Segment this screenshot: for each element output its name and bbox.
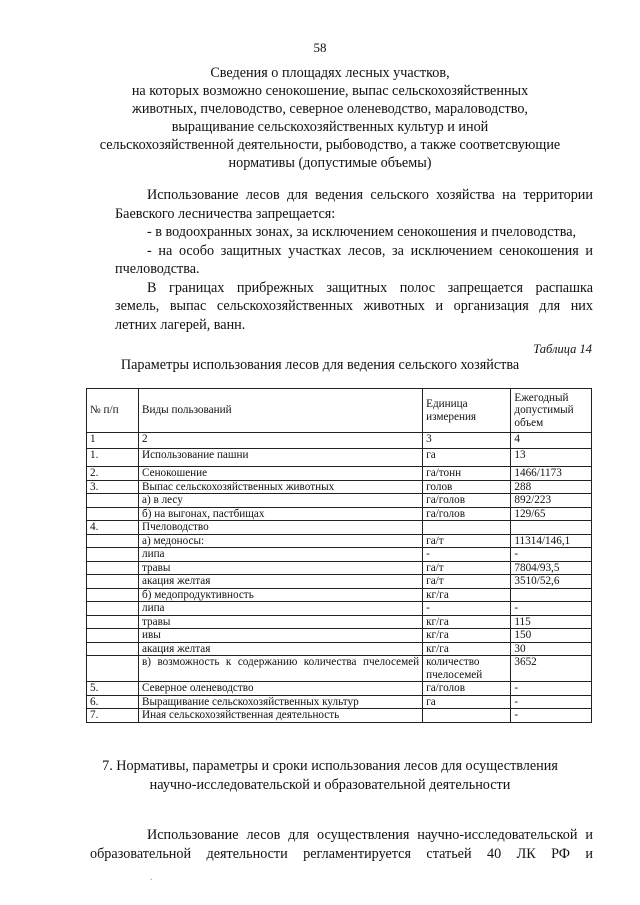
section-title-line: научно-исследовательской и образовательной деятельности <box>149 777 511 793</box>
cell-volume: 129/65 <box>511 507 592 521</box>
header-cell-unit: Единица измерения <box>423 389 511 433</box>
cell-unit: - <box>423 548 511 562</box>
header-cell-type: Виды пользований <box>139 389 423 433</box>
cell-number: 1 <box>87 433 139 449</box>
heading-line: животных, пчеловодство, северное оленеводство, мараловодство, <box>132 101 528 117</box>
cell-number <box>87 642 139 656</box>
cell-unit: 3 <box>423 433 511 449</box>
cell-unit: голов <box>423 480 511 494</box>
cell-number <box>87 507 139 521</box>
table-row <box>87 588 592 602</box>
table-row <box>87 480 592 494</box>
cell-volume: 288 <box>511 480 592 494</box>
cell-unit: га/т <box>423 561 511 575</box>
cell-unit <box>423 709 511 723</box>
table-row <box>87 602 592 616</box>
cell-type: б) на выгонах, пастбищах <box>139 507 423 521</box>
cell-volume: 3510/52,6 <box>511 575 592 589</box>
section-7-title <box>60 757 600 795</box>
intro-line: В границах прибрежных защитных полос запрещается распашка <box>147 279 593 296</box>
table-row <box>87 467 592 481</box>
cell-volume: - <box>511 709 592 723</box>
cell-type: ивы <box>139 629 423 643</box>
scan-mark: . <box>150 872 153 883</box>
cell-type: акация желтая <box>139 575 423 589</box>
cell-volume: - <box>511 682 592 696</box>
heading-line: Сведения о площадях лесных участков, <box>210 65 450 81</box>
cell-unit: - <box>423 602 511 616</box>
intro-line: летних лагерей, ванн. <box>115 316 246 333</box>
header-cell-number: № п/п <box>87 389 139 433</box>
cell-number: 3. <box>87 480 139 494</box>
cell-type: Иная сельскохозяйственная деятельность <box>139 709 423 723</box>
cell-number <box>87 602 139 616</box>
cell-number: 7. <box>87 709 139 723</box>
cell-type: а) в лесу <box>139 494 423 508</box>
table-row <box>87 561 592 575</box>
cell-volume: 892/223 <box>511 494 592 508</box>
cell-volume: 3652 <box>511 656 592 682</box>
cell-number <box>87 575 139 589</box>
heading-line: на которых возможно сенокошение, выпас сельскохозяйственных <box>131 83 529 99</box>
cell-volume: - <box>511 695 592 709</box>
table-row <box>87 507 592 521</box>
cell-type: Использование пашни <box>139 449 423 467</box>
cell-number: 1. <box>87 449 139 467</box>
cell-type: акация желтая <box>139 642 423 656</box>
table-label: Таблица 14 <box>533 342 592 356</box>
cell-unit: га/т <box>423 534 511 548</box>
page-number: 58 <box>313 40 327 55</box>
cell-number <box>87 534 139 548</box>
cell-unit: кг/га <box>423 615 511 629</box>
cell-volume: 150 <box>511 629 592 643</box>
cell-type: Выращивание сельскохозяйственных культур <box>139 695 423 709</box>
cell-type: липа <box>139 548 423 562</box>
cell-volume: 1466/1173 <box>511 467 592 481</box>
table-row <box>87 695 592 709</box>
cell-number <box>87 615 139 629</box>
cell-type: Пчеловодство <box>139 521 423 535</box>
cell-type: травы <box>139 615 423 629</box>
cell-unit: га/голов <box>423 494 511 508</box>
table-row <box>87 682 592 696</box>
cell-unit: кг/га <box>423 629 511 643</box>
section-title-line: 7. Нормативы, параметры и сроки использования лесов для осуществления <box>102 758 558 774</box>
table-row <box>87 494 592 508</box>
parameters-table <box>86 388 592 723</box>
heading-line: сельскохозяйственной деятельности, рыбоводство, а также соответсвующие <box>99 137 561 153</box>
table-row <box>87 575 592 589</box>
cell-number: 6. <box>87 695 139 709</box>
table-row <box>87 433 592 449</box>
cell-type: липа <box>139 602 423 616</box>
cell-unit: га <box>423 449 511 467</box>
cell-type: Выпас сельскохозяйственных животных <box>139 480 423 494</box>
section-7-line: Использование лесов для осуществления научно-исследовательской и <box>147 827 593 843</box>
table-title: Параметры использования лесов для ведения сельского хозяйства <box>120 357 520 373</box>
table-row <box>87 615 592 629</box>
heading-line: выращивание сельскохозяйственных культур и иной <box>171 119 489 135</box>
cell-number <box>87 548 139 562</box>
table-row <box>87 548 592 562</box>
intro-line: - на особо защитных участках лесов, за исключением сенокошения и <box>147 242 593 259</box>
cell-number <box>87 629 139 643</box>
table-row <box>87 642 592 656</box>
table-row <box>87 656 592 682</box>
intro-line: Баевского лесничества запрещается: <box>115 205 336 222</box>
cell-volume: 13 <box>511 449 592 467</box>
cell-type: Сенокошение <box>139 467 423 481</box>
cell-unit: га <box>423 695 511 709</box>
cell-number <box>87 656 139 682</box>
table-row <box>87 521 592 535</box>
table-body <box>87 433 592 723</box>
table-row <box>87 449 592 467</box>
cell-volume: 11314/146,1 <box>511 534 592 548</box>
cell-unit: кг/га <box>423 588 511 602</box>
table-header-row <box>87 389 592 433</box>
cell-unit: га/т <box>423 575 511 589</box>
header-cell-volume: Ежегодный допустимый объем <box>511 389 592 433</box>
heading-line: нормативы (допустимые объемы) <box>228 155 432 171</box>
table-row <box>87 629 592 643</box>
intro-line: Использование лесов для ведения сельского хозяйства на территории <box>147 187 593 203</box>
cell-unit: кг/га <box>423 642 511 656</box>
cell-type: в) возможность к содержанию количества пчелосемей <box>139 656 423 682</box>
cell-unit <box>423 521 511 535</box>
cell-volume: - <box>511 602 592 616</box>
cell-number: 2. <box>87 467 139 481</box>
cell-number: 4. <box>87 521 139 535</box>
cell-volume <box>511 588 592 602</box>
cell-type: б) медопродуктивность <box>139 588 423 602</box>
cell-unit: га/тонн <box>423 467 511 481</box>
cell-volume: - <box>511 548 592 562</box>
cell-number <box>87 494 139 508</box>
cell-number <box>87 561 139 575</box>
cell-type: Северное оленеводство <box>139 682 423 696</box>
cell-type: травы <box>139 561 423 575</box>
cell-unit: количество пчелосемей <box>423 656 511 682</box>
cell-volume: 115 <box>511 615 592 629</box>
cell-unit: га/голов <box>423 682 511 696</box>
cell-number <box>87 588 139 602</box>
cell-volume: 4 <box>511 433 592 449</box>
table-row <box>87 709 592 723</box>
document-heading <box>60 64 600 172</box>
cell-type: 2 <box>139 433 423 449</box>
cell-number: 5. <box>87 682 139 696</box>
intro-line: земель, выпас сельскохозяйственных животных и организация для них <box>115 298 593 314</box>
cell-unit: га/голов <box>423 507 511 521</box>
section-7-line: образовательной деятельности регламентируется статьей 40 ЛК РФ и <box>90 845 593 862</box>
cell-volume: 30 <box>511 642 592 656</box>
cell-type: а) медоносы: <box>139 534 423 548</box>
table-row <box>87 534 592 548</box>
intro-paragraph <box>115 186 593 334</box>
cell-volume: 7804/93,5 <box>511 561 592 575</box>
section-7-paragraph <box>90 826 593 863</box>
cell-volume <box>511 521 592 535</box>
intro-line: пчеловодства. <box>115 261 200 277</box>
intro-line: - в водоохранных зонах, за исключением сенокошения и пчеловодства, <box>147 224 577 240</box>
